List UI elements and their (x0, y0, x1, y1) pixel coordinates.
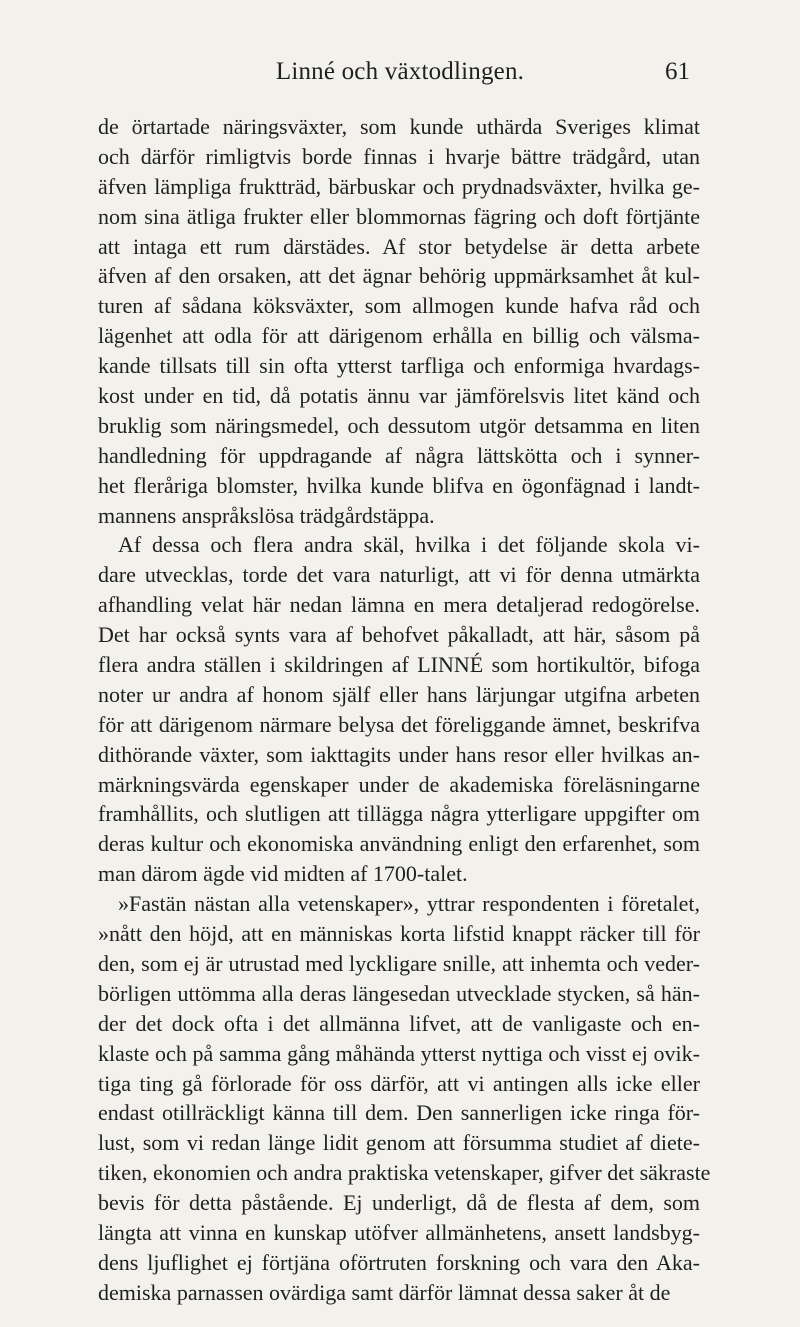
text-line: noter ur andra af honom själf eller hans lärjungar utgifna arbeten (98, 681, 700, 707)
text-line: kande tillsats till sin ofta ytterst tarfliga och enformiga hvardags- (98, 353, 700, 379)
text-line: deras kultur och ekonomiska användning enligt den erfarenhet, som (98, 831, 700, 857)
text-line: het fleråriga blomster, hvilka kunde blifva en ögonfägnad i landt- (98, 472, 700, 498)
text-line: endast otillräckligt känna till dem. Den sannerligen icke ringa för- (98, 1100, 700, 1126)
text-line: man därom ägde vid midten af 1700-talet. (98, 861, 468, 887)
text-line: demiska parnassen ovärdiga samt därför lämnat dessa saker åt de (98, 1279, 671, 1305)
text-line: lägenhet att odla för att därigenom erhålla en billig och välsma- (98, 323, 700, 349)
text-line: kost under en tid, då potatis ännu var jämförelsvis litet känd och (98, 383, 700, 409)
text-line: tiken, ekonomien och andra praktiska vetenskaper, gifver det säkraste (98, 1160, 711, 1186)
text-line: bevis för detta påstående. Ej underligt, då de flesta af dem, som (98, 1190, 700, 1216)
text-line: för att därigenom närmare belysa det föreliggande ämnet, beskrifva (98, 711, 700, 737)
text-line: mannens anspråkslösa trädgårdstäppa. (98, 502, 435, 528)
text-line: nom sina ätliga frukter eller blommornas fägring och doft förtjänte (98, 203, 700, 229)
text-line: dithörande växter, som iakttagits under hans resor eller hvilkas an- (98, 741, 700, 767)
text-line: der det dock ofta i det allmänna lifvet, att de vanligaste och en- (98, 1010, 700, 1036)
text-line: framhållits, och slutligen att tillägga några ytterligare uppgifter om (98, 801, 700, 827)
text-line: de örtartade näringsväxter, som kunde uthärda Sveriges klimat (98, 114, 700, 139)
text-line: märkningsvärda egenskaper under de akademiska föreläsningarne (98, 771, 700, 797)
running-title: Linné och växtodlingen. (275, 58, 525, 85)
text-line: Af dessa och flera andra skäl, hvilka i det följande skola vi- (118, 532, 700, 558)
text-line: att intaga ett rum därstädes. Af stor betydelse är detta arbete (98, 233, 700, 259)
text-line: turen af sådana köksväxter, som allmogen kunde hafva råd och (98, 293, 700, 319)
text-line: längta att vinna en kunskap utöfver allmänhetens, ansett landsbyg- (98, 1219, 700, 1245)
text-line: börligen uttömma alla deras längesedan utvecklade stycken, så hän- (98, 980, 700, 1006)
text-line: dens ljuflighet ej förtjäna oförtruten forskning och vara den Aka- (98, 1249, 700, 1275)
running-head (0, 58, 800, 98)
text-line: tiga ting gå förlorade för oss därför, att vi antingen alls icke eller (98, 1070, 700, 1096)
text-line: afhandling velat här nedan lämna en mera detaljerad redogörelse. (98, 592, 700, 618)
text-line: äfven af den orsaken, att det ägnar behörig uppmärksamhet åt kul- (98, 263, 700, 289)
text-line: »nått den höjd, att en människas korta lifstid knappt räcker till för (98, 921, 700, 947)
text-line: handledning för uppdragande af några lättskötta och i synner- (98, 442, 700, 468)
text-line: »Fastän nästan alla vetenskaper», yttrar respondenten i företalet, (118, 891, 700, 917)
body-text (98, 112, 711, 1308)
text-line: dare utvecklas, torde det vara naturligt, att vi för denna utmärkta (98, 562, 700, 588)
text-line: och därför rimligtvis borde finnas i hvarje bättre trädgård, utan (98, 143, 700, 169)
text-line: den, som ej är utrustad med lyckligare snille, att inhemta och veder- (98, 950, 700, 976)
text-line: lust, som vi redan länge lidit genom att försumma studiet af diete- (98, 1130, 700, 1156)
text-line: bruklig som näringsmedel, och dessutom utgör detsamma en liten (98, 412, 700, 438)
page-number: 61 (665, 58, 690, 85)
text-line: flera andra ställen i skildringen af LINNÉ som hortikultör, bifoga (98, 652, 700, 678)
text-line: Det har också synts vara af behofvet påkalladt, att här, såsom på (98, 622, 700, 648)
text-line: äfven lämpliga fruktträd, bärbuskar och prydnadsväxter, hvilka ge- (98, 173, 700, 199)
text-line: klaste och på samma gång måhända ytterst nyttiga och visst ej ovik- (98, 1040, 700, 1066)
